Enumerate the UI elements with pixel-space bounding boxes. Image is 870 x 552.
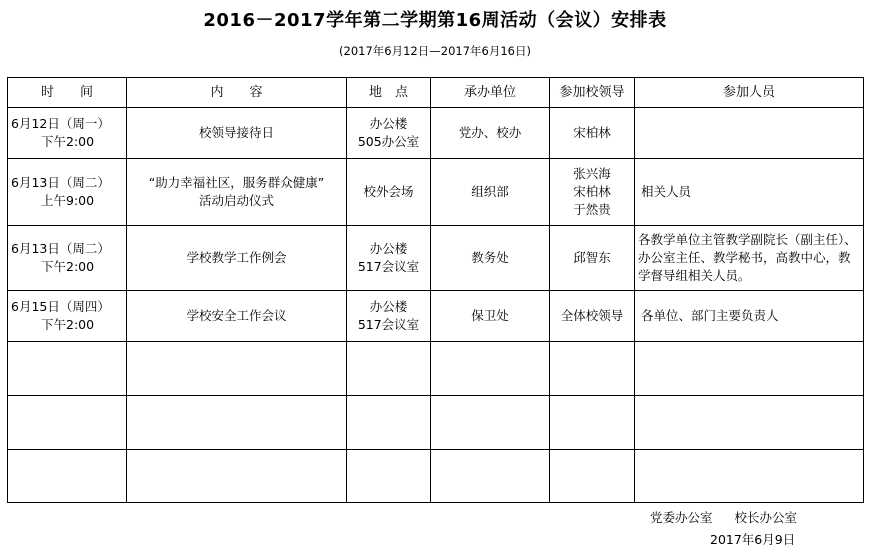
table-row (8, 108, 864, 159)
attendees-cell (635, 108, 864, 159)
empty-cell (431, 342, 550, 396)
empty-cell (635, 396, 864, 450)
date-text: 6月12日（周一） (11, 116, 110, 131)
schedule-table (7, 77, 864, 503)
empty-cell (8, 450, 127, 503)
time-cell (8, 108, 127, 159)
attendees-cell: 相关人员 (635, 159, 864, 226)
header-attendees: 参加人员 (635, 78, 864, 108)
header-row (8, 78, 864, 108)
leaders-cell: 邱智东 (550, 226, 635, 291)
location-cell: 办公楼 517会议室 (347, 226, 431, 291)
location-cell: 办公楼 517会议室 (347, 291, 431, 342)
empty-cell (635, 450, 864, 503)
empty-cell (550, 450, 635, 503)
location-cell: 校外会场 (347, 159, 431, 226)
organizer-cell: 教务处 (431, 226, 550, 291)
header-location: 地 点 (347, 78, 431, 108)
header-organizer: 承办单位 (431, 78, 550, 108)
time-text: 上午9:00 (41, 193, 95, 208)
table-row (8, 159, 864, 226)
header-time: 时 间 (8, 78, 127, 108)
time-text: 下午2:00 (41, 317, 95, 332)
empty-cell (8, 342, 127, 396)
empty-cell (431, 396, 550, 450)
leaders-cell: 张兴海 宋柏林 于然贵 (550, 159, 635, 226)
content-cell: “助力幸福社区，服务群众健康” 活动启动仪式 (127, 159, 347, 226)
time-text: 下午2:00 (41, 259, 95, 274)
header-content: 内 容 (127, 78, 347, 108)
attendees-cell: 各教学单位主管教学副院长（副主任）、办公室主任、教学秘书，高教中心，教学督导组相关人员。 (635, 226, 864, 291)
empty-cell (550, 396, 635, 450)
location-cell: 办公楼 505办公室 (347, 108, 431, 159)
empty-row (8, 450, 864, 503)
date-text: 6月13日（周二） (11, 175, 110, 190)
leaders-cell: 全体校领导 (550, 291, 635, 342)
date-text: 6月13日（周二） (11, 241, 110, 256)
time-cell (8, 226, 127, 291)
table-row (8, 226, 864, 291)
organizer-cell: 组织部 (431, 159, 550, 226)
content-cell: 校领导接待日 (127, 108, 347, 159)
empty-cell (127, 342, 347, 396)
date-text: 6月15日（周四） (11, 299, 110, 314)
header-leaders: 参加校领导 (550, 78, 635, 108)
empty-cell (431, 450, 550, 503)
table-row (8, 291, 864, 342)
empty-cell (127, 396, 347, 450)
time-cell (8, 291, 127, 342)
empty-cell (347, 450, 431, 503)
organizer-cell: 党办、校办 (431, 108, 550, 159)
empty-cell (550, 342, 635, 396)
issuer-president-office: 校长办公室 (734, 510, 798, 525)
footer-date: 2017年6月9日 (710, 532, 796, 547)
document-subtitle: (2017年6月12日—2017年6月16日) (339, 44, 531, 58)
empty-cell (347, 396, 431, 450)
empty-cell (127, 450, 347, 503)
empty-cell (347, 342, 431, 396)
leaders-cell: 宋柏林 (550, 108, 635, 159)
document-title: 2016－2017学年第二学期第16周活动（会议）安排表 (203, 10, 667, 31)
content-cell: 学校教学工作例会 (127, 226, 347, 291)
time-cell (8, 159, 127, 226)
empty-cell (8, 396, 127, 450)
empty-row (8, 342, 864, 396)
empty-cell (635, 342, 864, 396)
content-cell: 学校安全工作会议 (127, 291, 347, 342)
organizer-cell: 保卫处 (431, 291, 550, 342)
time-text: 下午2:00 (41, 134, 95, 149)
empty-row (8, 396, 864, 450)
issuer-party-office: 党委办公室 (650, 510, 713, 525)
footer-issuers (650, 508, 815, 526)
attendees-cell: 各单位、部门主要负责人 (635, 291, 864, 342)
